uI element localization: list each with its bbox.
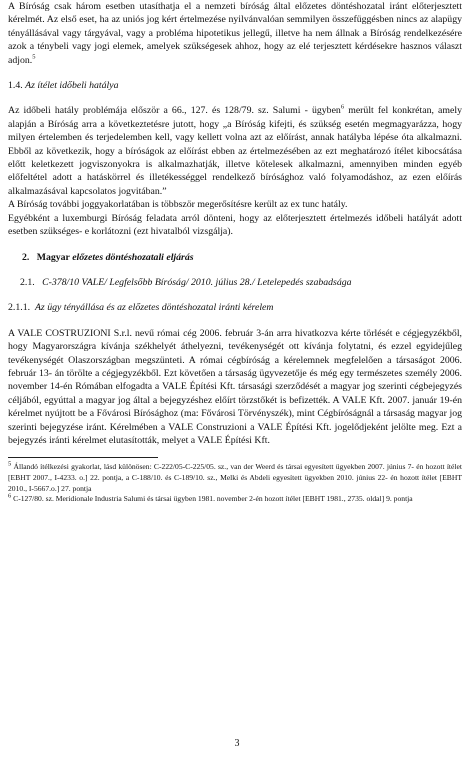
page-number: 3 bbox=[234, 738, 240, 749]
footnote-ref-5[interactable]: 5 bbox=[32, 53, 36, 61]
section-heading-2: 2. Magyar előzetes döntéshozatali eljárás bbox=[22, 251, 194, 263]
paragraph-ex-tunc: A Bíróság további joggyakorlatában is többször megerősítésre került az ex tunc hatály. bbox=[8, 199, 348, 211]
section-heading-2-1: 2.1. C-378/10 VALE/ Legfelsőbb Bíróság/ 2010. július 28./ Letelepedés szabadsága bbox=[20, 276, 352, 288]
footnote-5: $^5$ Állandó ítélkezési gyakorlat, lásd különösen: C-222/05-C-225/05. sz., van der Weerd és társai egyesített ügyekben 2007. június 7- én hozott ítélet [EBHT 2007., I-4233. o.] 22. pontja, a C-188/10. és C-189/10. sz., Melki és Abdeli egyesített ügyekben 2010. június 22- én hozott ítélet [EBHT 2010., I-5667.o.] 27. pontja bbox=[8, 460, 462, 493]
section-heading-1-4: 1.4. Az ítélet időbeli hatálya bbox=[8, 80, 119, 92]
footnotes bbox=[8, 462, 462, 504]
footnote-ref-6[interactable]: 6 bbox=[340, 104, 345, 112]
section-heading-2-1-1: 2.1.1. Az ügy tényállása és az előzetes döntéshozatal iránti kérelem bbox=[8, 302, 274, 314]
paragraph-vale-facts: A VALE COSTRUZIONI S.r.l. nevű római cég 2006. február 3-án arra hivatkozva kérte törlését e cégjegyzékből, hogy Magyarországra kívánja székhelyét áthelyezni, tevékenységét ott kívánja folytatni, és ezzel egyidejűleg tevékenységét Olaszországban megszünteti. A római cégbíróság a kérelemnek megfelelően a társaságot 2006. február 13- án törölte a cégjegyzékből. Ezt követően a társaság ügyvezetője és még egy természetes személy 2006. november 14-én Rómában elfogadta a VALE Építési Kft. társasági szerződését a magyar jog szerinti cégbejegyzés céljából, egyúttal a magyar jog által a bejegyzéshez előírt törzstőkét is befizették. A VALE Kft. 2007. január 19-én kérelmet nyújtott be a Fővárosi Bírósághoz (ma: Fővárosi Törvényszék), mint Cégbíróságnál a társaság magyar jog szerinti bejegyzése iránt. Kérelmében a VALE Construzioni a VALE Építési Kft. jogelődjeként jelölte meg. Ezt a bejegyzés iránti kérelmet elutasították, melyet a VALE Építési Kft. bbox=[8, 327, 462, 446]
paragraph-luxembourg-court: Egyébként a luxemburgi Bíróság feladata arról dönteni, hogy az előterjesztett értelmezés időbeli hatályát adott esetben szükséges- e korlátozni (ezt hivatalból vizsgálja). bbox=[8, 212, 462, 238]
paragraph-preliminary-ruling-rejection: A Bíróság csak három esetben utasíthatja el a nemzeti bíróság által előzetes döntéshozatal iránt előterjesztett kérelmét. Az első eset, ha az uniós jog kért értelmezése nyilvánvalóan semmilyen összefüggésben nincs az alapügy tényállásával vagy tárgyával, vagy a probléma hipotetikus jellegű, illetve ha nem állnak a Bíróság rendelkezésére azok a ténybeli vagy jogi elemek, amelyek szükségesek ahhoz, hogy az elé terjesztett kérdésekre hasznos választ adjon.$^5$ bbox=[8, 1, 462, 66]
footnote-6: $^6$ C-127/80. sz. Meridionale Industria Salumi és társai ügyben 1981. november 2-én hozott ítélet [EBHT 1981., 2735. oldal] 9. pontja bbox=[8, 492, 413, 504]
paragraph-salumi-case: Az időbeli hatály problémája először a 66., 127. és 128/79. sz. Salumi - ügyben$^6$ merült fel konkrétan, amely alapján a Bíróság arra a következtetésre jutott, hogy „a Bíróság kifejti, és szükség esetén megmagyarázza, hogy milyen értelemben és terjedelemben kell, vagy kellett volna azt az előírást, annak hatályba lépése óta alkalmazni. Ebből az következik, hogy a bíróságok az előírást ebben az értelmezésében az ezt meghatározó ítélet kibocsátása előtt keletkezett jogviszonyokra is alkalmazhatják, illetve kötelesek alkalmazni, amennyiben minden egyéb előfeltétel adott a hatáskörrel és illetékességgel rendelkező bírósághoz való folyamodáshoz, az ezen előírás alkalmazásával kapcsolatos jogvitában.” bbox=[8, 104, 462, 197]
footnote-divider bbox=[8, 457, 158, 458]
